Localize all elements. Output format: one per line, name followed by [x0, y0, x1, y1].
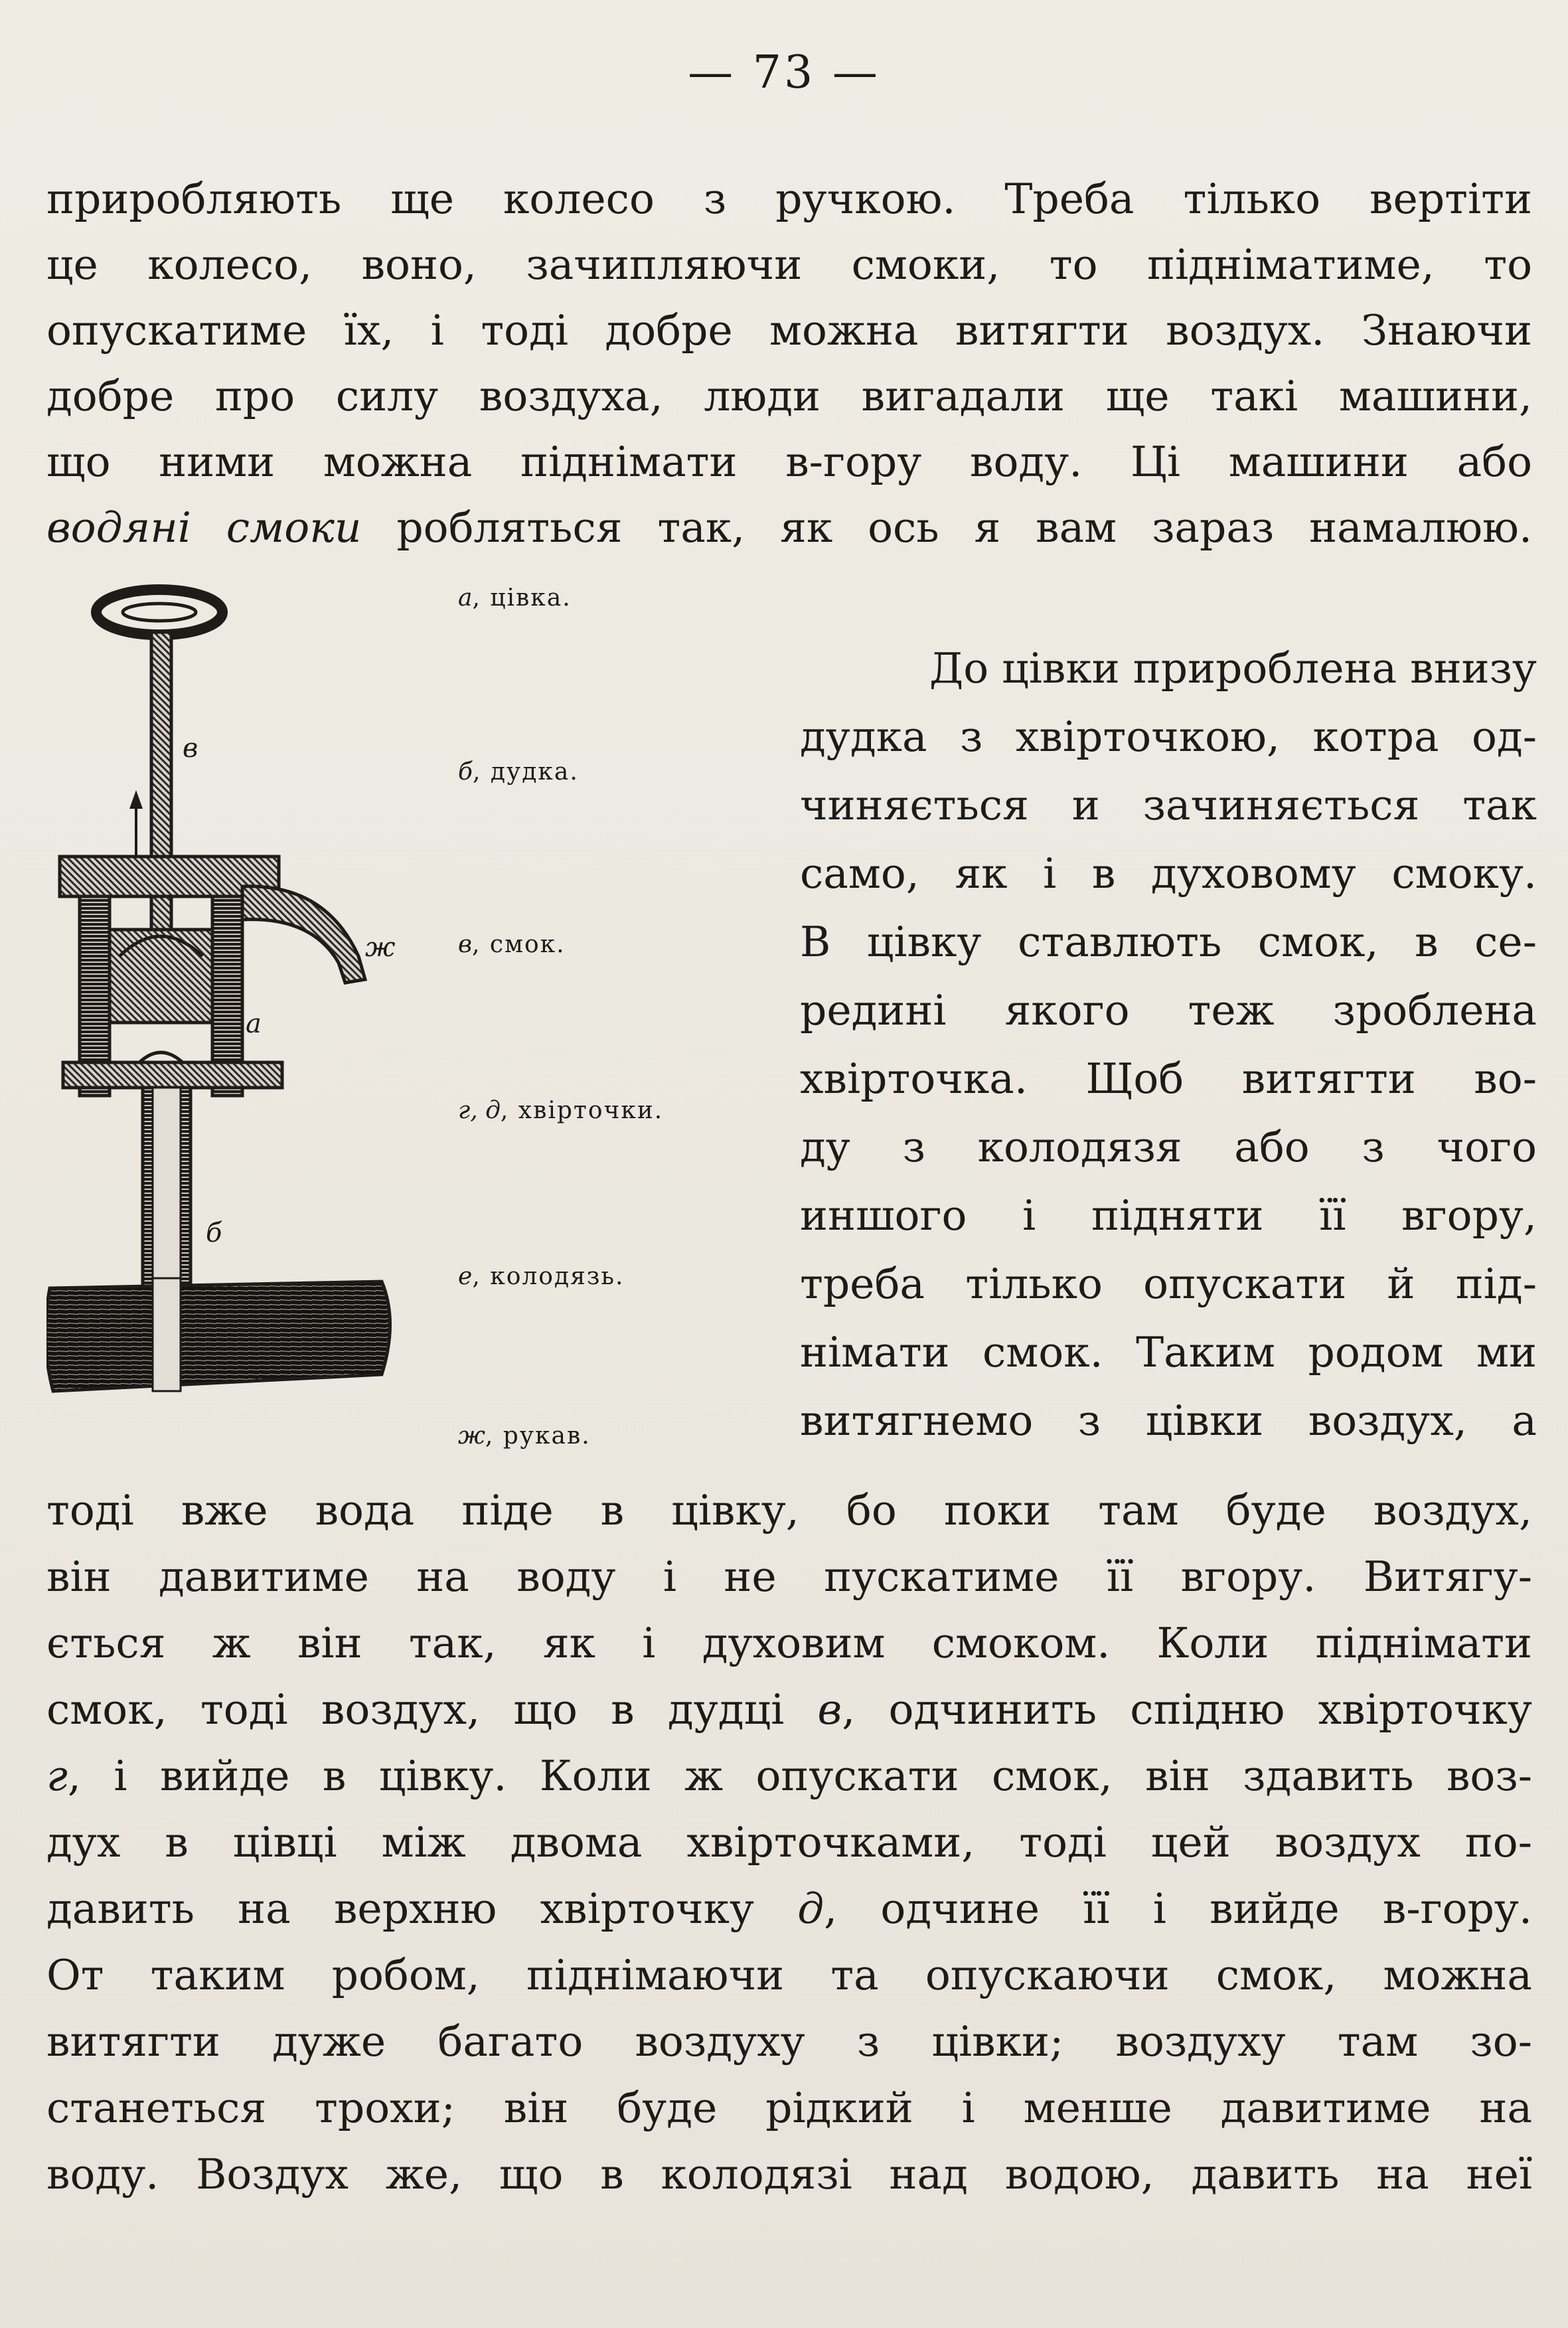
caption-text: , дудка. [472, 758, 579, 786]
body-paragraph [46, 1477, 1532, 2208]
text-run: , одчине її і вийде в-гору. [824, 1884, 1532, 1933]
caption-text: , колодязь. [472, 1263, 625, 1290]
text-line: станеться трохи; він буде рідкий і менше давитиме на [46, 2084, 1532, 2132]
page-number: — 73 — [688, 46, 880, 99]
text-run: , і вийде в цівку. Коли ж опускати смок, він здавить воз- [67, 1752, 1532, 1800]
text-run: , одчинить спідню хвірточку [842, 1685, 1532, 1734]
text-line: редині якого теж зроблена [800, 986, 1537, 1035]
text-line: це колесо, воно, зачипляючи смоки, то підніматиме, то [46, 240, 1532, 289]
caption-item [458, 931, 566, 959]
text-line: чиняється и зачиняється так [800, 781, 1537, 829]
text-line: ється ж він так, як і духовим смоком. Коли піднімати [46, 1619, 1532, 1667]
side-column [800, 634, 1537, 1455]
text-line: добре про силу воздуха, люди вигадали ще такі машини, [46, 372, 1532, 420]
figure-label-zh: ж [365, 932, 396, 963]
text-line: До цівки приробленa внизу [929, 644, 1537, 693]
text-line: От таким робом, піднімаючи та опускаючи смок, можна [46, 1951, 1532, 1999]
figure-label-b: б [206, 1218, 222, 1248]
caption-letter: в [458, 931, 472, 958]
figure-label-v: в [183, 733, 198, 764]
text-line: тоді вже вода піде в цівку, бо поки там буде воздух, [46, 1486, 1532, 1535]
caption-letter: е [458, 1263, 473, 1290]
text-line: иншого і підняти її вгору, [800, 1191, 1537, 1240]
text-line: ду з колодязя або з чого [800, 1123, 1537, 1171]
text-line: дух в цівці між двома хвірточками, тоді цей воздух по- [46, 1818, 1532, 1867]
intro-paragraph [46, 166, 1532, 560]
text-line [46, 1743, 1532, 1809]
caption-letter: а [458, 584, 473, 612]
lower-valve [63, 1062, 282, 1088]
text-line: він давитиме на воду і не пускатиме її вгору. Витягу- [46, 1552, 1532, 1601]
text-line: німати смок. Таким родом ми [800, 1328, 1537, 1376]
caption-letter: б [458, 758, 473, 786]
text-line: треба тілько опускати й під- [800, 1260, 1537, 1308]
caption-item [458, 1097, 663, 1125]
text-line: опускатиме їх, і тоді добре можна витягти воздух. Знаючи [46, 306, 1532, 355]
pump-drawing [46, 584, 418, 1448]
text-line: само, як і в духовому смоку. [800, 849, 1537, 898]
text-line: воду. Воздух же, що в колодязі над водою, давить на неї [46, 2150, 1532, 2199]
text-line [46, 1677, 1532, 1743]
text-line: витягти дуже багато воздуху з цівки; воздуху там зо- [46, 2017, 1532, 2066]
text-line: дудка з хвірточкою, котра од- [800, 712, 1537, 761]
italic-term: водяні смоки [46, 503, 362, 552]
caption-letter: г, д [458, 1097, 501, 1124]
text-run: смок, тоді воздух, що в дудці [46, 1685, 818, 1734]
spout [242, 886, 365, 983]
well-ground [46, 1282, 390, 1391]
caption-text: , рукав. [485, 1422, 591, 1450]
text-line [46, 495, 1532, 560]
text-line: В цівку ставлють смок, в се- [800, 918, 1537, 966]
italic-letter: в [817, 1685, 842, 1734]
caption-item [458, 1263, 624, 1291]
italic-letter: д [797, 1884, 824, 1933]
caption-text: , смок. [471, 931, 566, 958]
text-line: хвірточка. Щоб витягти во- [800, 1054, 1537, 1103]
piston [110, 930, 212, 1023]
caption-text: , цівка. [472, 584, 572, 612]
text-line: приробляють ще колесо з ручкою. Треба тілько вертіти [46, 175, 1532, 223]
caption-text: , хвірточки. [500, 1097, 664, 1124]
text-run: робляться так, як ось я вам зараз намалюю. [361, 503, 1532, 552]
text-run: давить на верхню хвірточку [46, 1884, 798, 1933]
water-pump-illustration [46, 584, 418, 1448]
caption-letter: ж [458, 1422, 485, 1450]
figure-label-a: а [246, 1009, 262, 1039]
caption-item [458, 758, 579, 786]
text-line: що ними можна піднімати в-гору воду. Ці машини або [46, 438, 1532, 486]
italic-letter: г [46, 1752, 68, 1800]
text-line: витягнемо з цівки воздух, а [800, 1396, 1537, 1445]
text-line [46, 1876, 1532, 1942]
caption-item [458, 584, 572, 612]
caption-item [458, 1422, 591, 1450]
